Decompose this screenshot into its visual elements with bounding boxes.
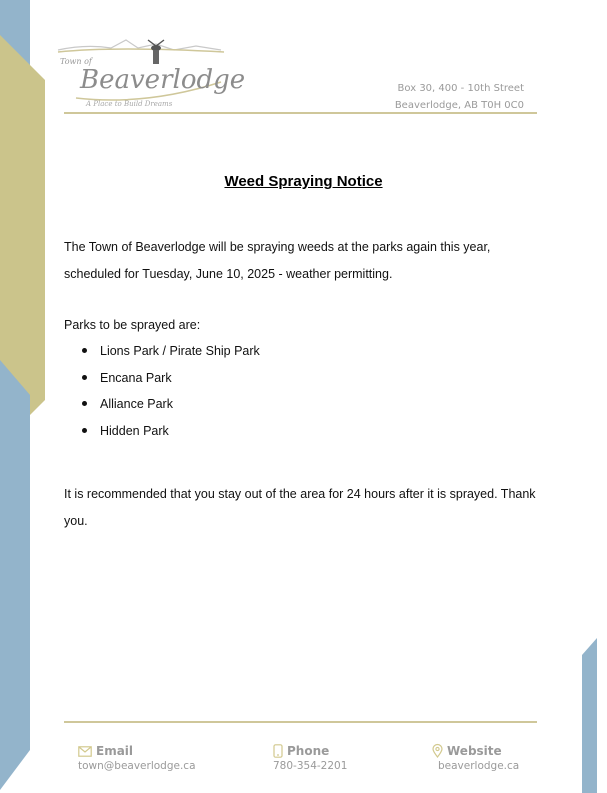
bullet-icon <box>82 348 87 353</box>
list-item: Alliance Park <box>64 391 260 418</box>
right-blue-band <box>582 638 597 793</box>
footer-divider <box>64 721 537 723</box>
svg-text:A Place to Build Dreams: A Place to Build Dreams <box>86 100 173 108</box>
website-link[interactable]: beaverlodge.ca <box>438 760 520 772</box>
location-pin-icon <box>432 744 443 758</box>
envelope-icon <box>78 746 92 757</box>
phone-icon <box>273 744 283 758</box>
website-label: Website <box>447 744 502 758</box>
left-lower-blue-band <box>0 360 30 755</box>
parks-intro: Parks to be sprayed are: <box>64 318 201 332</box>
intro-paragraph: The Town of Beaverlodge will be spraying weeds at the parks again this year, scheduled for Tuesday, June 10, 2025 - weather permitting. <box>64 240 491 281</box>
phone-label: Phone <box>287 744 330 758</box>
bullet-icon <box>82 375 87 380</box>
bullet-icon <box>82 428 87 433</box>
email-label: Email <box>96 744 134 758</box>
footer-phone <box>273 744 347 772</box>
address-line-1: Box 30, 400 - 10th Street <box>397 83 524 94</box>
bullet-icon <box>82 401 87 406</box>
town-logo <box>56 36 246 112</box>
list-item: Encana Park <box>64 365 260 392</box>
notice-title: Weed Spraying Notice <box>224 173 383 190</box>
footer-website <box>432 744 519 772</box>
footer-email <box>78 744 196 772</box>
header-address <box>395 80 524 114</box>
phone-number[interactable]: 780-354-2201 <box>273 760 348 772</box>
address-line-2: Beaverlodge, AB T0H 0C0 <box>394 100 524 111</box>
svg-text:Town of: Town of <box>60 57 92 66</box>
svg-text:Beaverlodge: Beaverlodge <box>80 65 246 95</box>
beaverlodge-logo-graphic <box>56 36 246 112</box>
list-item: Lions Park / Pirate Ship Park <box>64 338 260 365</box>
header-divider <box>64 112 537 114</box>
email-link[interactable]: town@beaverlodge.ca <box>78 760 196 772</box>
list-item: Hidden Park <box>64 418 260 445</box>
closing-paragraph: It is recommended that you stay out of the area for 24 hours after it is sprayed. Thank you. <box>64 487 536 528</box>
parks-list <box>64 338 260 444</box>
